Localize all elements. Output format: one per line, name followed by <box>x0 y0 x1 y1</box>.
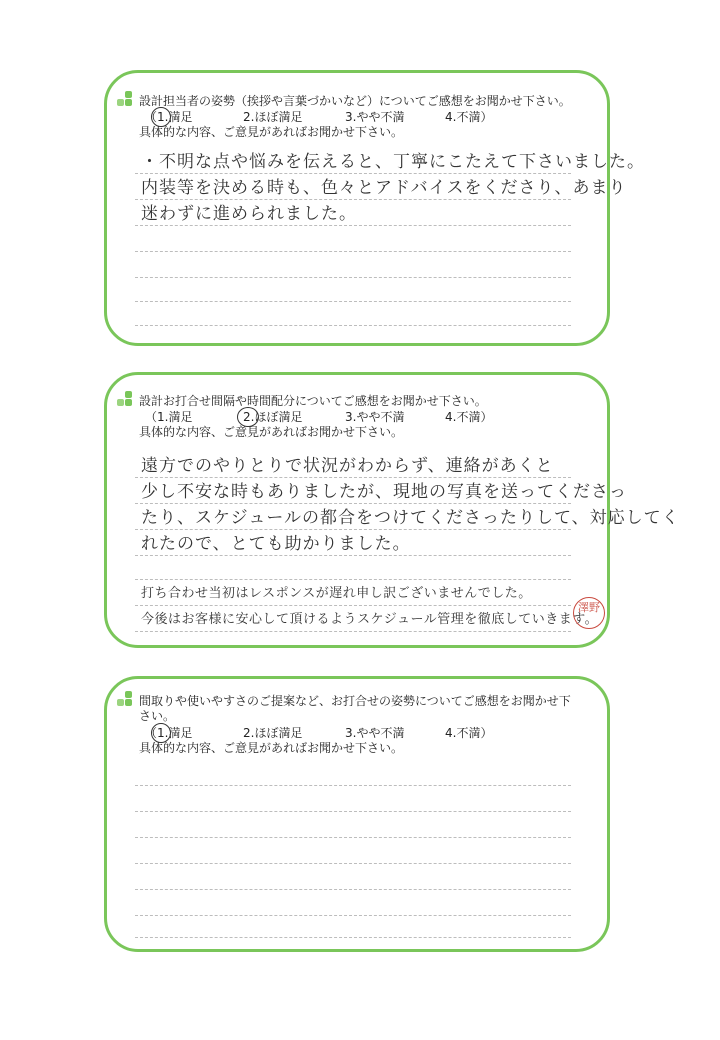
leaf-icon <box>117 391 133 407</box>
answer-line <box>135 785 571 786</box>
answer-line <box>135 937 571 938</box>
answer-line <box>135 811 571 812</box>
answer-line <box>135 631 571 632</box>
handwritten-answer-line: 内装等を決める時も、色々とアドバイスをくださり、あまり <box>141 178 627 198</box>
option-dissatisfied[interactable]: 4.不満） <box>445 726 493 740</box>
rating-options <box>145 110 605 125</box>
question-text: 間取りや使いやすさのご提案など、お打合せの姿勢についてご感想をお聞かせ下さい。 <box>139 694 571 723</box>
comment-prompt: 具体的な内容、ご意見があればお聞かせ下さい。 <box>139 741 404 755</box>
handwritten-answer-line: 迷わずに進められました。 <box>141 204 357 224</box>
option-dissatisfied[interactable]: 4.不満） <box>445 110 493 124</box>
answer-line <box>135 889 571 890</box>
option-mostly-satisfied[interactable]: 2.ほぼ満足 <box>243 726 303 740</box>
rating-options <box>145 410 605 425</box>
answer-line <box>135 529 571 530</box>
survey-card-1 <box>104 70 645 346</box>
answer-line <box>135 837 571 838</box>
answer-line <box>135 199 571 200</box>
answer-line <box>135 251 571 252</box>
answer-line <box>135 277 571 278</box>
option-somewhat-dissatisfied[interactable]: 3.やや不満 <box>345 726 405 740</box>
leaf-icon <box>117 91 133 107</box>
answer-line <box>135 301 571 302</box>
handwritten-answer-line: ・不明な点や悩みを伝えると、丁寧にこたえて下さいました。 <box>141 152 645 172</box>
question-text: 設計お打合せ間隔や時間配分についてご感想をお聞かせ下さい。 <box>139 394 487 408</box>
answer-line <box>135 225 571 226</box>
option-somewhat-dissatisfied[interactable]: 3.やや不満 <box>345 410 405 424</box>
option-mostly-satisfied[interactable]: 2.ほぼ満足 <box>243 110 303 124</box>
answer-line <box>135 915 571 916</box>
staff-reply-line: 今後はお客様に安心して頂けるようスケジュール管理を徹底していきます。 <box>141 612 599 627</box>
staff-reply-line: 打ち合わせ当初はレスポンスが遅れ申し訳ございませんでした。 <box>141 586 532 601</box>
comment-prompt: 具体的な内容、ご意見があればお聞かせ下さい。 <box>139 425 404 439</box>
option-satisfied[interactable]: （1.満足 <box>145 410 193 424</box>
handwritten-answer-line: たり、スケジュールの都合をつけてくださったりして、対応してく <box>141 508 680 528</box>
name-seal-stamp: 澤野 <box>573 597 605 629</box>
survey-card-3 <box>104 676 610 952</box>
handwritten-answer-line: れたので、とても助かりました。 <box>141 534 411 554</box>
option-dissatisfied[interactable]: 4.不満） <box>445 410 493 424</box>
selection-circle <box>237 407 259 427</box>
handwritten-answer-line: 少し不安な時もありましたが、現地の写真を送ってくださっ <box>141 482 627 502</box>
comment-prompt: 具体的な内容、ご意見があればお聞かせ下さい。 <box>139 125 404 139</box>
option-mostly-satisfied[interactable]: 2.ほぼ満足 <box>243 410 303 424</box>
answer-line <box>135 605 571 606</box>
question-text: 設計担当者の姿勢（挨拶や言葉づかいなど）についてご感想をお聞かせ下さい。 <box>139 94 571 108</box>
answer-line <box>135 173 571 174</box>
answer-line <box>135 863 571 864</box>
option-somewhat-dissatisfied[interactable]: 3.やや不満 <box>345 110 405 124</box>
survey-card-2 <box>104 372 680 648</box>
answer-line <box>135 477 571 478</box>
selection-circle <box>151 107 171 127</box>
selection-circle <box>151 723 171 743</box>
handwritten-answer-line: 遠方でのやりとりで状況がわからず、連絡があくと <box>141 456 554 476</box>
rating-options <box>145 726 605 741</box>
answer-line <box>135 503 571 504</box>
answer-line <box>135 555 571 556</box>
option-satisfied[interactable]: （1.満足 <box>145 726 193 740</box>
answer-line <box>135 579 571 580</box>
answer-line <box>135 325 571 326</box>
option-satisfied[interactable]: （1.満足 <box>145 110 193 124</box>
leaf-icon <box>117 691 133 707</box>
